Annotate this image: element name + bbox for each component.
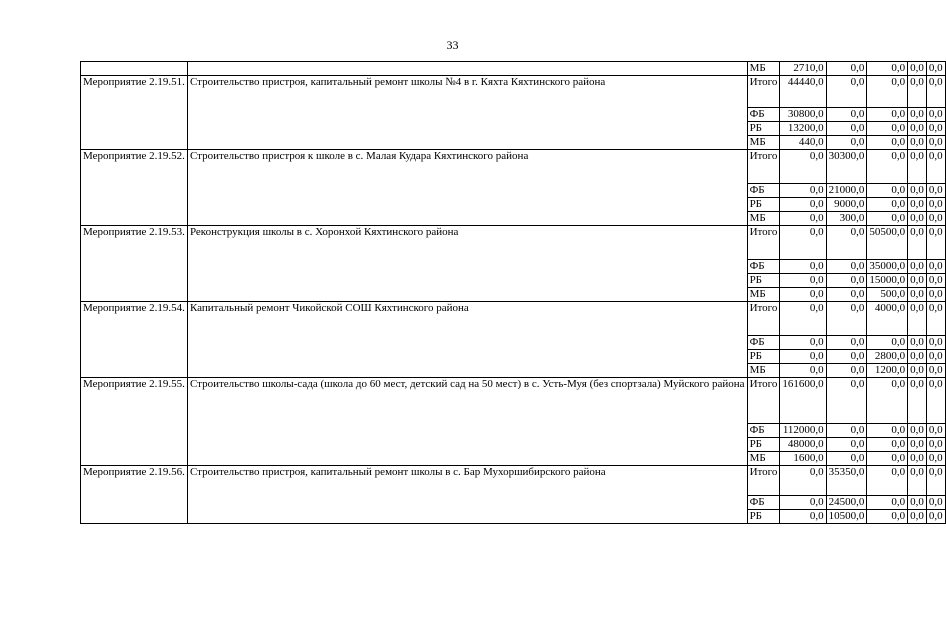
- amount-cell: 0,0: [908, 496, 927, 510]
- amount-cell: 0,0: [908, 150, 927, 184]
- amount-cell: 0,0: [908, 452, 927, 466]
- amount-cell: 0,0: [926, 150, 945, 184]
- table-row: [81, 150, 946, 184]
- funding-source-cell: РБ: [747, 122, 780, 136]
- funding-source-cell: МБ: [747, 136, 780, 150]
- page-number: 33: [446, 38, 459, 52]
- amount-cell: 0,0: [780, 184, 826, 198]
- amount-cell: 0,0: [780, 496, 826, 510]
- funding-source-cell: МБ: [747, 212, 780, 226]
- amount-cell: 0,0: [826, 364, 867, 378]
- table-row: [81, 76, 946, 108]
- funding-source-cell: ФБ: [747, 108, 780, 122]
- amount-cell: 0,0: [908, 274, 927, 288]
- funding-source-cell: Итого: [747, 378, 780, 424]
- amount-cell: 21000,0: [826, 184, 867, 198]
- amount-cell: 0,0: [908, 510, 927, 524]
- table-row: [81, 226, 946, 260]
- amount-cell: 13200,0: [780, 122, 826, 136]
- amount-cell: 0,0: [867, 212, 908, 226]
- amount-cell: 0,0: [908, 350, 927, 364]
- funding-source-cell: ФБ: [747, 424, 780, 438]
- amount-cell: 0,0: [826, 62, 867, 76]
- amount-cell: 0,0: [926, 510, 945, 524]
- amount-cell: 0,0: [926, 226, 945, 260]
- amount-cell: 0,0: [780, 350, 826, 364]
- funding-source-cell: ФБ: [747, 184, 780, 198]
- amount-cell: 0,0: [867, 108, 908, 122]
- amount-cell: 0,0: [780, 150, 826, 184]
- amount-cell: 112000,0: [780, 424, 826, 438]
- amount-cell: 0,0: [867, 184, 908, 198]
- amount-cell: 2710,0: [780, 62, 826, 76]
- amount-cell: 30800,0: [780, 108, 826, 122]
- table-row: [81, 302, 946, 336]
- amount-cell: 0,0: [780, 466, 826, 496]
- amount-cell: 35000,0: [867, 260, 908, 274]
- amount-cell: 500,0: [867, 288, 908, 302]
- amount-cell: 0,0: [908, 62, 927, 76]
- amount-cell: 0,0: [926, 378, 945, 424]
- funding-source-cell: ФБ: [747, 336, 780, 350]
- event-description-cell: Реконструкция школы в с. Хоронхой Кяхтинского района: [187, 226, 747, 302]
- amount-cell: 1200,0: [867, 364, 908, 378]
- amount-cell: 0,0: [908, 136, 927, 150]
- amount-cell: 0,0: [780, 198, 826, 212]
- amount-cell: 0,0: [926, 198, 945, 212]
- funding-source-cell: РБ: [747, 350, 780, 364]
- amount-cell: 0,0: [826, 378, 867, 424]
- amount-cell: 0,0: [780, 274, 826, 288]
- funding-source-cell: ФБ: [747, 496, 780, 510]
- event-description-cell: [187, 62, 747, 76]
- amount-cell: 50500,0: [867, 226, 908, 260]
- funding-source-cell: РБ: [747, 510, 780, 524]
- amount-cell: 0,0: [908, 184, 927, 198]
- event-id-cell: Мероприятие 2.19.55.: [81, 378, 188, 466]
- amount-cell: 24500,0: [826, 496, 867, 510]
- amount-cell: 0,0: [908, 260, 927, 274]
- event-id-cell: Мероприятие 2.19.54.: [81, 302, 188, 378]
- amount-cell: 0,0: [826, 302, 867, 336]
- amount-cell: 300,0: [826, 212, 867, 226]
- amount-cell: 0,0: [926, 274, 945, 288]
- amount-cell: 0,0: [867, 198, 908, 212]
- amount-cell: 0,0: [826, 288, 867, 302]
- amount-cell: 0,0: [867, 336, 908, 350]
- event-description-cell: Капитальный ремонт Чикойской СОШ Кяхтинского района: [187, 302, 747, 378]
- amount-cell: 35350,0: [826, 466, 867, 496]
- amount-cell: 0,0: [867, 378, 908, 424]
- amount-cell: 0,0: [867, 510, 908, 524]
- amount-cell: 0,0: [926, 350, 945, 364]
- amount-cell: 0,0: [908, 424, 927, 438]
- amount-cell: 0,0: [867, 76, 908, 108]
- amount-cell: 0,0: [867, 136, 908, 150]
- amount-cell: 48000,0: [780, 438, 826, 452]
- amount-cell: 0,0: [826, 274, 867, 288]
- funding-source-cell: Итого: [747, 150, 780, 184]
- amount-cell: 0,0: [826, 438, 867, 452]
- amount-cell: 0,0: [867, 496, 908, 510]
- amount-cell: 0,0: [780, 510, 826, 524]
- funding-source-cell: МБ: [747, 364, 780, 378]
- amount-cell: 0,0: [867, 438, 908, 452]
- event-id-cell: Мероприятие 2.19.56.: [81, 466, 188, 524]
- funding-source-cell: Итого: [747, 466, 780, 496]
- amount-cell: 0,0: [867, 424, 908, 438]
- funding-source-cell: РБ: [747, 198, 780, 212]
- amount-cell: 0,0: [780, 364, 826, 378]
- amount-cell: 0,0: [867, 150, 908, 184]
- amount-cell: 0,0: [908, 212, 927, 226]
- amount-cell: 0,0: [780, 260, 826, 274]
- amount-cell: 0,0: [826, 108, 867, 122]
- amount-cell: 0,0: [926, 452, 945, 466]
- amount-cell: 0,0: [826, 226, 867, 260]
- amount-cell: 0,0: [926, 288, 945, 302]
- amount-cell: 0,0: [908, 108, 927, 122]
- amount-cell: 0,0: [826, 122, 867, 136]
- amount-cell: 0,0: [826, 136, 867, 150]
- amount-cell: 0,0: [826, 260, 867, 274]
- amount-cell: 0,0: [826, 424, 867, 438]
- amount-cell: 0,0: [926, 136, 945, 150]
- amount-cell: 0,0: [926, 424, 945, 438]
- amount-cell: 0,0: [908, 288, 927, 302]
- amount-cell: 0,0: [908, 122, 927, 136]
- funding-source-cell: РБ: [747, 274, 780, 288]
- event-id-cell: Мероприятие 2.19.53.: [81, 226, 188, 302]
- amount-cell: 0,0: [926, 466, 945, 496]
- amount-cell: 10500,0: [826, 510, 867, 524]
- table-row: [81, 378, 946, 424]
- amount-cell: 0,0: [780, 288, 826, 302]
- amount-cell: 9000,0: [826, 198, 867, 212]
- funding-source-cell: Итого: [747, 76, 780, 108]
- amount-cell: 0,0: [908, 226, 927, 260]
- amount-cell: 0,0: [826, 76, 867, 108]
- amount-cell: 0,0: [926, 76, 945, 108]
- amount-cell: 0,0: [926, 212, 945, 226]
- amount-cell: 0,0: [926, 438, 945, 452]
- amount-cell: 161600,0: [780, 378, 826, 424]
- amount-cell: 0,0: [908, 364, 927, 378]
- event-id-cell: [81, 62, 188, 76]
- funding-source-cell: Итого: [747, 226, 780, 260]
- event-id-cell: Мероприятие 2.19.52.: [81, 150, 188, 226]
- table-row: [81, 62, 946, 76]
- amount-cell: 0,0: [826, 452, 867, 466]
- event-description-cell: Строительство пристроя, капитальный ремонт школы №4 в г. Кяхта Кяхтинского района: [187, 76, 747, 150]
- event-description-cell: Строительство пристроя, капитальный ремонт школы в с. Бар Мухоршибирского района: [187, 466, 747, 524]
- amount-cell: 2800,0: [867, 350, 908, 364]
- funding-source-cell: МБ: [747, 452, 780, 466]
- amount-cell: 1600,0: [780, 452, 826, 466]
- amount-cell: 0,0: [926, 496, 945, 510]
- amount-cell: 0,0: [780, 302, 826, 336]
- funding-source-cell: МБ: [747, 288, 780, 302]
- funding-source-cell: РБ: [747, 438, 780, 452]
- amount-cell: 0,0: [826, 336, 867, 350]
- amount-cell: 0,0: [908, 198, 927, 212]
- amount-cell: 0,0: [926, 336, 945, 350]
- amount-cell: 0,0: [867, 122, 908, 136]
- funding-source-cell: МБ: [747, 62, 780, 76]
- amount-cell: 15000,0: [867, 274, 908, 288]
- event-id-cell: Мероприятие 2.19.51.: [81, 76, 188, 150]
- amount-cell: 0,0: [867, 452, 908, 466]
- budget-table: [80, 61, 946, 524]
- amount-cell: 0,0: [780, 226, 826, 260]
- amount-cell: 0,0: [826, 350, 867, 364]
- amount-cell: 440,0: [780, 136, 826, 150]
- event-description-cell: Строительство пристроя к школе в с. Малая Кудара Кяхтинского района: [187, 150, 747, 226]
- amount-cell: 4000,0: [867, 302, 908, 336]
- amount-cell: 0,0: [867, 466, 908, 496]
- table-row: [81, 466, 946, 496]
- amount-cell: 0,0: [926, 302, 945, 336]
- amount-cell: 0,0: [908, 466, 927, 496]
- funding-source-cell: Итого: [747, 302, 780, 336]
- amount-cell: 0,0: [926, 62, 945, 76]
- amount-cell: 44440,0: [780, 76, 826, 108]
- amount-cell: 0,0: [908, 76, 927, 108]
- amount-cell: 30300,0: [826, 150, 867, 184]
- amount-cell: 0,0: [908, 438, 927, 452]
- amount-cell: 0,0: [908, 302, 927, 336]
- amount-cell: 0,0: [926, 364, 945, 378]
- amount-cell: 0,0: [926, 184, 945, 198]
- amount-cell: 0,0: [908, 378, 927, 424]
- amount-cell: 0,0: [926, 122, 945, 136]
- amount-cell: 0,0: [908, 336, 927, 350]
- amount-cell: 0,0: [780, 212, 826, 226]
- amount-cell: 0,0: [867, 62, 908, 76]
- amount-cell: 0,0: [926, 260, 945, 274]
- funding-source-cell: ФБ: [747, 260, 780, 274]
- amount-cell: 0,0: [926, 108, 945, 122]
- event-description-cell: Строительство школы-сада (школа до 60 мест, детский сад на 50 мест) в с. Усть-Муя (без спортзала) Муйского района: [187, 378, 747, 466]
- amount-cell: 0,0: [780, 336, 826, 350]
